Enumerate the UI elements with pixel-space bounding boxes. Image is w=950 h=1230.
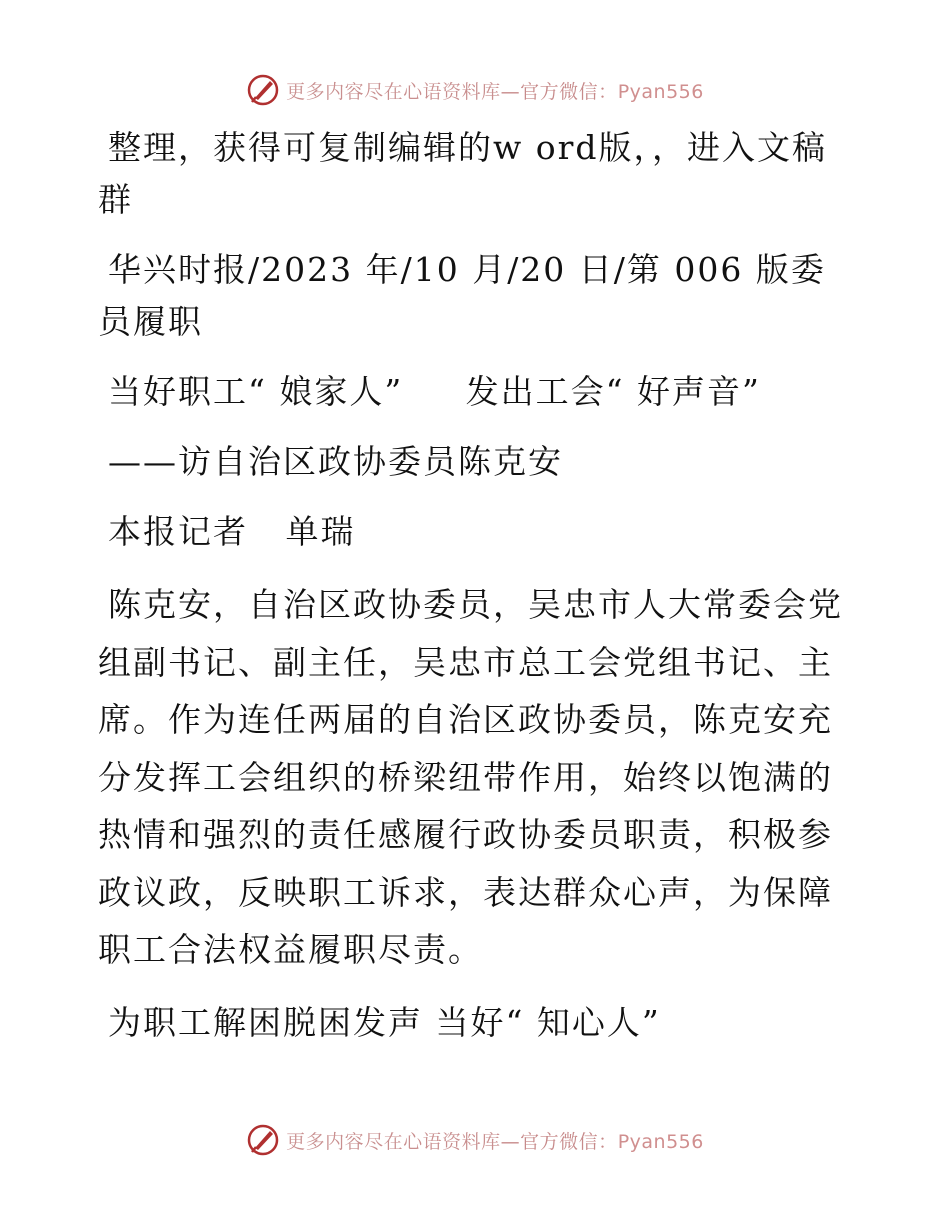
header-dash: — [500,80,521,103]
footer-banner [0,1120,950,1160]
header-account: Pyan556 [617,80,704,103]
body-paragraph: 陈克安，自治区政协委员，吴忠市人大常委会党组副书记、副主任，吴忠市总工会党组书记、主席。作为连任两届的自治区政协委员，陈克安充分发挥工会组织的桥梁纽带作用，始终以饱满的热情和强烈的责任感履行政协委员职责，积极参政议政，反映职工诉求，表达群众心声，为保障职工合法权益履职尽责。 [98,585,843,969]
footer-account: Pyan556 [617,1130,704,1153]
footer-dash: — [500,1130,521,1153]
section-heading: 为职工解困脱困发声 当好“ 知心人” [108,1002,661,1042]
quill-pen-logo-icon [246,73,280,107]
quill-pen-logo-icon [246,1123,280,1157]
header-label: 官方微信： [520,80,618,103]
intro-paragraph: 整理，获得可复制编辑的w ord版，，进入文稿群 [98,128,828,219]
footer-label: 官方微信： [520,1130,618,1153]
header-banner-text [286,77,704,104]
byline: 本报记者 单瑞 [108,512,356,551]
header-brand: 更多内容尽在心语资料库 [286,80,501,103]
source-line: 华兴时报/2023 年/10 月/20 日/第 006 版委员履职 [98,250,826,341]
headline: 当好职工“ 娘家人” 发出工会“ 好声音” [108,372,761,411]
header-banner [0,70,950,110]
subheadline: ——访自治区政协委员陈克安 [108,442,563,481]
footer-banner-text [286,1127,704,1154]
document-body [98,122,858,1067]
footer-brand: 更多内容尽在心语资料库 [286,1130,501,1153]
